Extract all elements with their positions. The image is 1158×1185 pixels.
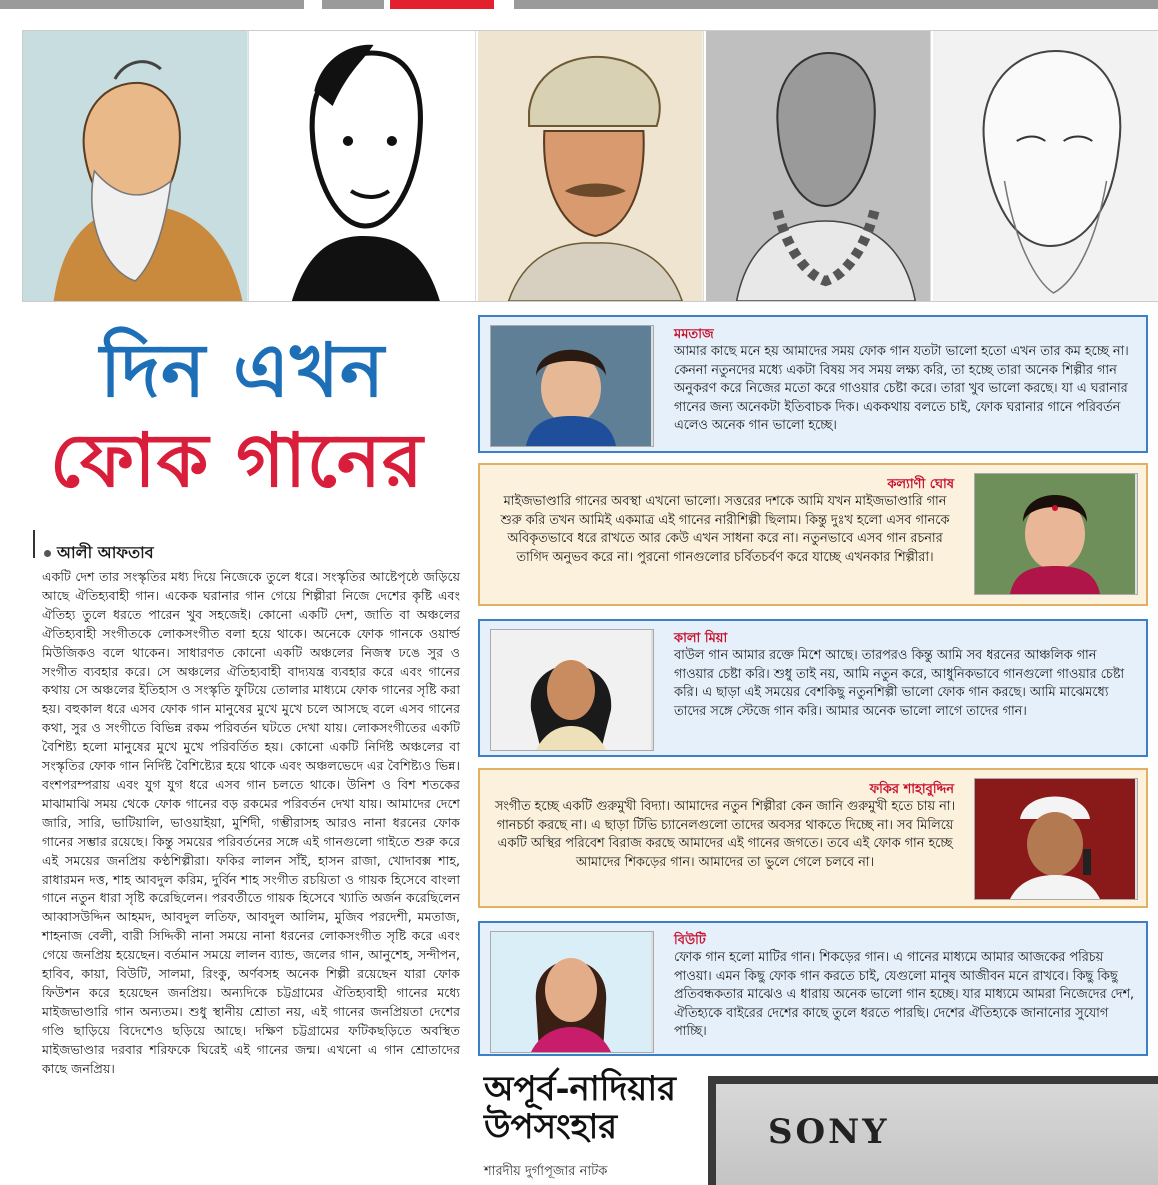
quote-name: মমতাজ xyxy=(674,327,714,342)
photo-kalyani xyxy=(974,473,1138,595)
sony-logo: SONY xyxy=(768,1112,890,1152)
quote-name: বিউটি xyxy=(674,933,706,948)
bullet-icon xyxy=(44,550,51,557)
quote-name: কল্যাণী ঘোষ xyxy=(887,477,954,492)
byline xyxy=(44,540,154,567)
quote-text: সংগীত হচ্ছে একটি গুরুমুখী বিদ্যা। আমাদের নতুন শিল্পীরা কেন জানি গুরুমুখী হতে চায় না। গানচর্চা করছে না। এ ছাড়া টিভি চ্যানেলগুলো তাদের অবসর থাকতে দিচ্ছে না। সব মিলিয়ে একটি অস্থির পরিবেশ বিরাজ করছে আমাদের এই গানের জগতে। তবে এই ফোক গান হচ্ছে আমাদের শিকড়ের গান। আমাদের তা ভুলে গেলে চলবে না। xyxy=(494,799,956,870)
quote-box-kala-mia xyxy=(478,619,1148,757)
next-story-caption: শারদীয় দুর্গাপূজার নাটক xyxy=(484,1164,608,1179)
quote-box-fakir xyxy=(478,768,1148,908)
top-rule-right xyxy=(514,0,1158,9)
quote-box-momtaz xyxy=(478,315,1148,453)
portrait-2 xyxy=(251,31,477,301)
quote-text: মাইজভাণ্ডারি গানের অবস্থা এখনো ভালো। সত্তরের দশকে আমি যখন মাইজভাণ্ডারি গান শুরু করি তখন আমিই একমাত্র এই গানের নারীশিল্পী ছিলাম। কিন্তু দুঃখ হলো এসব গানকে অবিকৃতভাবে ধরে রাখতে আর কেউ এখন সাধনা করে না। নতুনভাবে এসব গান রচনার তাগিদ অনুভব করে না। পুরনো গানগুলোর চর্বিতচর্বণ করে যাচ্ছে এখনকার শিল্পীরা। xyxy=(500,494,950,565)
photo-momtaz xyxy=(490,325,654,447)
headline-line1: দিন এখন xyxy=(100,328,386,414)
portrait-strip xyxy=(22,30,1158,302)
headline xyxy=(40,320,460,520)
next-story-headline[interactable]: অপূর্ব-নাদিয়ার উপসংহার xyxy=(484,1069,676,1147)
photo-kala-mia xyxy=(490,629,654,751)
byline-rule xyxy=(33,530,35,558)
article-body: একটি দেশ তার সংস্কৃতির মধ্য দিয়ে নিজেকে তুলে ধরে। সংস্কৃতির আষ্টেপৃষ্ঠে জড়িয়ে আছে ঐতিহ্যবাহী গান। একেক ঘরানার গান গেয়ে শিল্পীরা নিজে দেশের কৃষ্টি এবং ঐতিহ্য তুলে ধরতে পারেন খুব সহজেই। কোনো একটি দেশ, জাতি বা অঞ্চলের ঐতিহ্যবাহী সংগীতকে লোকসংগীত বলা হয়ে থাকে। অনেকে ফোক গানকে ওয়ার্ল্ড মিউজিকও বলে থাকেন। সাধারণত কোনো একটি অঞ্চলের নিজস্ব ঢঙে সুর ও সংগীত ব্যবহার করে। সে অঞ্চলের ঐতিহ্যবাহী বাদ্যযন্ত্র ব্যবহার করে এবং গানের কথায় সে অঞ্চলের ইতিহাস ও সংস্কৃতি ফুটিয়ে তোলার মাধ্যমে ফোক গানের সৃষ্টি করা হয়। বহুকাল ধরে এসব ফোক গান মানুষের মুখে মুখে চলে আসছে বলে এসব গানের কথা, সুর ও সংগীতে বিভিন্ন রকম পরিবর্তন ঘটতে দেখা যায়। লোকসংগীতের একটি বৈশিষ্ট্য হলো মানুষের মুখে মুখে পরিবর্তিত হয়। কোনো একটি নির্দিষ্ট অঞ্চলের বা সংস্কৃতির ফোক গান নির্দিষ্ট বৈশিষ্ট্যের হয়ে থাকে এবং অঞ্চলভেদে এর বৈশিষ্ট্যও ভিন্ন। বংশপরম্পরায় এবং যুগ যুগ ধরে এসব গান চলতে থাকে। উনিশ ও বিশ শতকের মাঝামাঝি সময় থেকে ফোক গানের বড় রকমের পরিবর্তন দেখা যায়। আমাদের দেশে জারি, সারি, ভাটিয়ালি, ভাওয়াইয়া, মুর্শিদী, গম্ভীরাসহ আরও নানা ধরনের ফোক গানের সম্ভার রয়েছে। কিন্তু সময়ের পরিবর্তনের সঙ্গে এই গানগুলো গাইতে শুরু করে এই সময়ের জনপ্রিয় কণ্ঠশিল্পীরা। ফকির লালন সাঁই, হাসন রাজা, খোদাবক্স শাহ, রাধারমন দত্ত, শাহ আবদুল করিম, দুর্বিন শাহ সংগীত রচয়িতা ও গায়ক হিসেবে বাংলা গানে নতুন ধারা সৃষ্টি করেছিলেন। পরবর্তীতে গায়ক হিসেবে খ্যাতি অর্জন করেছিলেন আব্বাসউদ্দিন আহমদ, আবদুল লতিফ, আবদুল আলিম, মুজিব পরদেশী, মমতাজ, শাহনাজ বেলী, বারী সিদ্দিকী নানা সময়ে নানা ধরনের লোকসংগীত সৃষ্টি করে এবং গেয়ে জনপ্রিয় হয়েছেন। বর্তমান সময়ে লালন ব্যান্ড, জলের গান, আনুশেহ, সন্দীপন, হাবিব, কায়া, বিউটি, সালমা, রিংকু, অর্ণবসহ অনেক শিল্পী রয়েছেন যারা ফোক ফিউশন করে হয়েছেন জনপ্রিয়। অন্যদিকে চট্টগ্রামের ঐতিহ্যবাহী গানের মধ্যে মাইজভাণ্ডারি গান অন্যতম। শুধু স্থানীয় শ্রোতা নয়, এই গানের জনপ্রিয়তা দেশের গণ্ডি ছাড়িয়ে বিদেশেও ছড়িয়ে আছে। দক্ষিণ চট্টগ্রামের ফটিকছড়িতে অবস্থিত মাইজভাণ্ডার দরবার শরিফকে ঘিরেই এই গানের জন্ম। এখনো এ গান শ্রোতাদের কাছে জনপ্রিয়। xyxy=(42,569,460,1076)
headline-line2: ফোক গানের xyxy=(50,418,424,504)
quote-name: কালা মিয়া xyxy=(674,631,728,646)
photo-beauty xyxy=(490,931,654,1053)
quote-text: আমার কাছে মনে হয় আমাদের সময় ফোক গান যতটা ভালো হতো এখন তার কম হচ্ছে না। কেননা নতুনদের মধ্যে একটা বিষয় সব সময় লক্ষ্য করি, তা হচ্ছে তারা অনেক শিল্পীর গান অনুকরণ করে নিজের মতো করে গাওয়ার চেষ্টা করে। তারা খুব ভালো করছে। যা এ ঘরানার গানের জন্য অনেকটা ইতিবাচক দিক। এককথায় বলতে চাই, ফোক ঘরানার গানে পরিবর্তন এলেও অনেক গান ভালো হচ্ছে। xyxy=(674,344,1129,434)
quote-text: ফোক গান হলো মাটির গান। শিকড়ের গান। এ গানের মাধ্যমে আমার আজকের পরিচয় পাওয়া। এমন কিছু ফোক গান করতে চাই, যেগুলো মানুষ আজীবন মনে রাখবে। কিছু কিছু প্রতিবন্ধকতার মাঝেও এ ধারায় অনেক ভালো গান হচ্ছে। যার মাধ্যমে আমরা নিজেদের দেশ, ঐতিহ্যকে বাইরের দেশের কাছে তুলে ধরতে পারছি। দেশের ঐতিহ্যকে জানানোর সুযোগ পাচ্ছি। xyxy=(674,950,1135,1040)
author-name: আলী আফতাব xyxy=(57,543,154,562)
portrait-1 xyxy=(23,31,249,301)
top-rule-red xyxy=(390,0,494,9)
top-rule-mid xyxy=(322,0,384,9)
quote-box-kalyani xyxy=(478,463,1148,606)
quote-box-beauty xyxy=(478,921,1148,1056)
photo-fakir xyxy=(974,778,1138,900)
quote-name: ফকির শাহাবুদ্দিন xyxy=(869,782,954,797)
portrait-3 xyxy=(478,31,704,301)
quote-text: বাউল গান আমার রক্তে মিশে আছে। তারপরও কিন্তু আমি সব ধরনের আঞ্চলিক গান গাওয়ার চেষ্টা করি। শুধু তাই নয়, আমি নতুন করে, আধুনিকভাবে গানগুলো গাওয়ার চেষ্টা করি। এ ছাড়া এই সময়ের বেশকিছু নতুনশিল্পী ভালো ফোক গান করছে। আমি মাঝেমধ্যে তাদের সঙ্গে স্টেজে গান করি। আমার অনেক ভালো লাগে তাদের গান। xyxy=(674,648,1125,719)
portrait-4 xyxy=(706,31,932,301)
advertisement[interactable] xyxy=(708,1076,1158,1185)
top-rule-left xyxy=(0,0,304,9)
portrait-5 xyxy=(933,31,1158,301)
